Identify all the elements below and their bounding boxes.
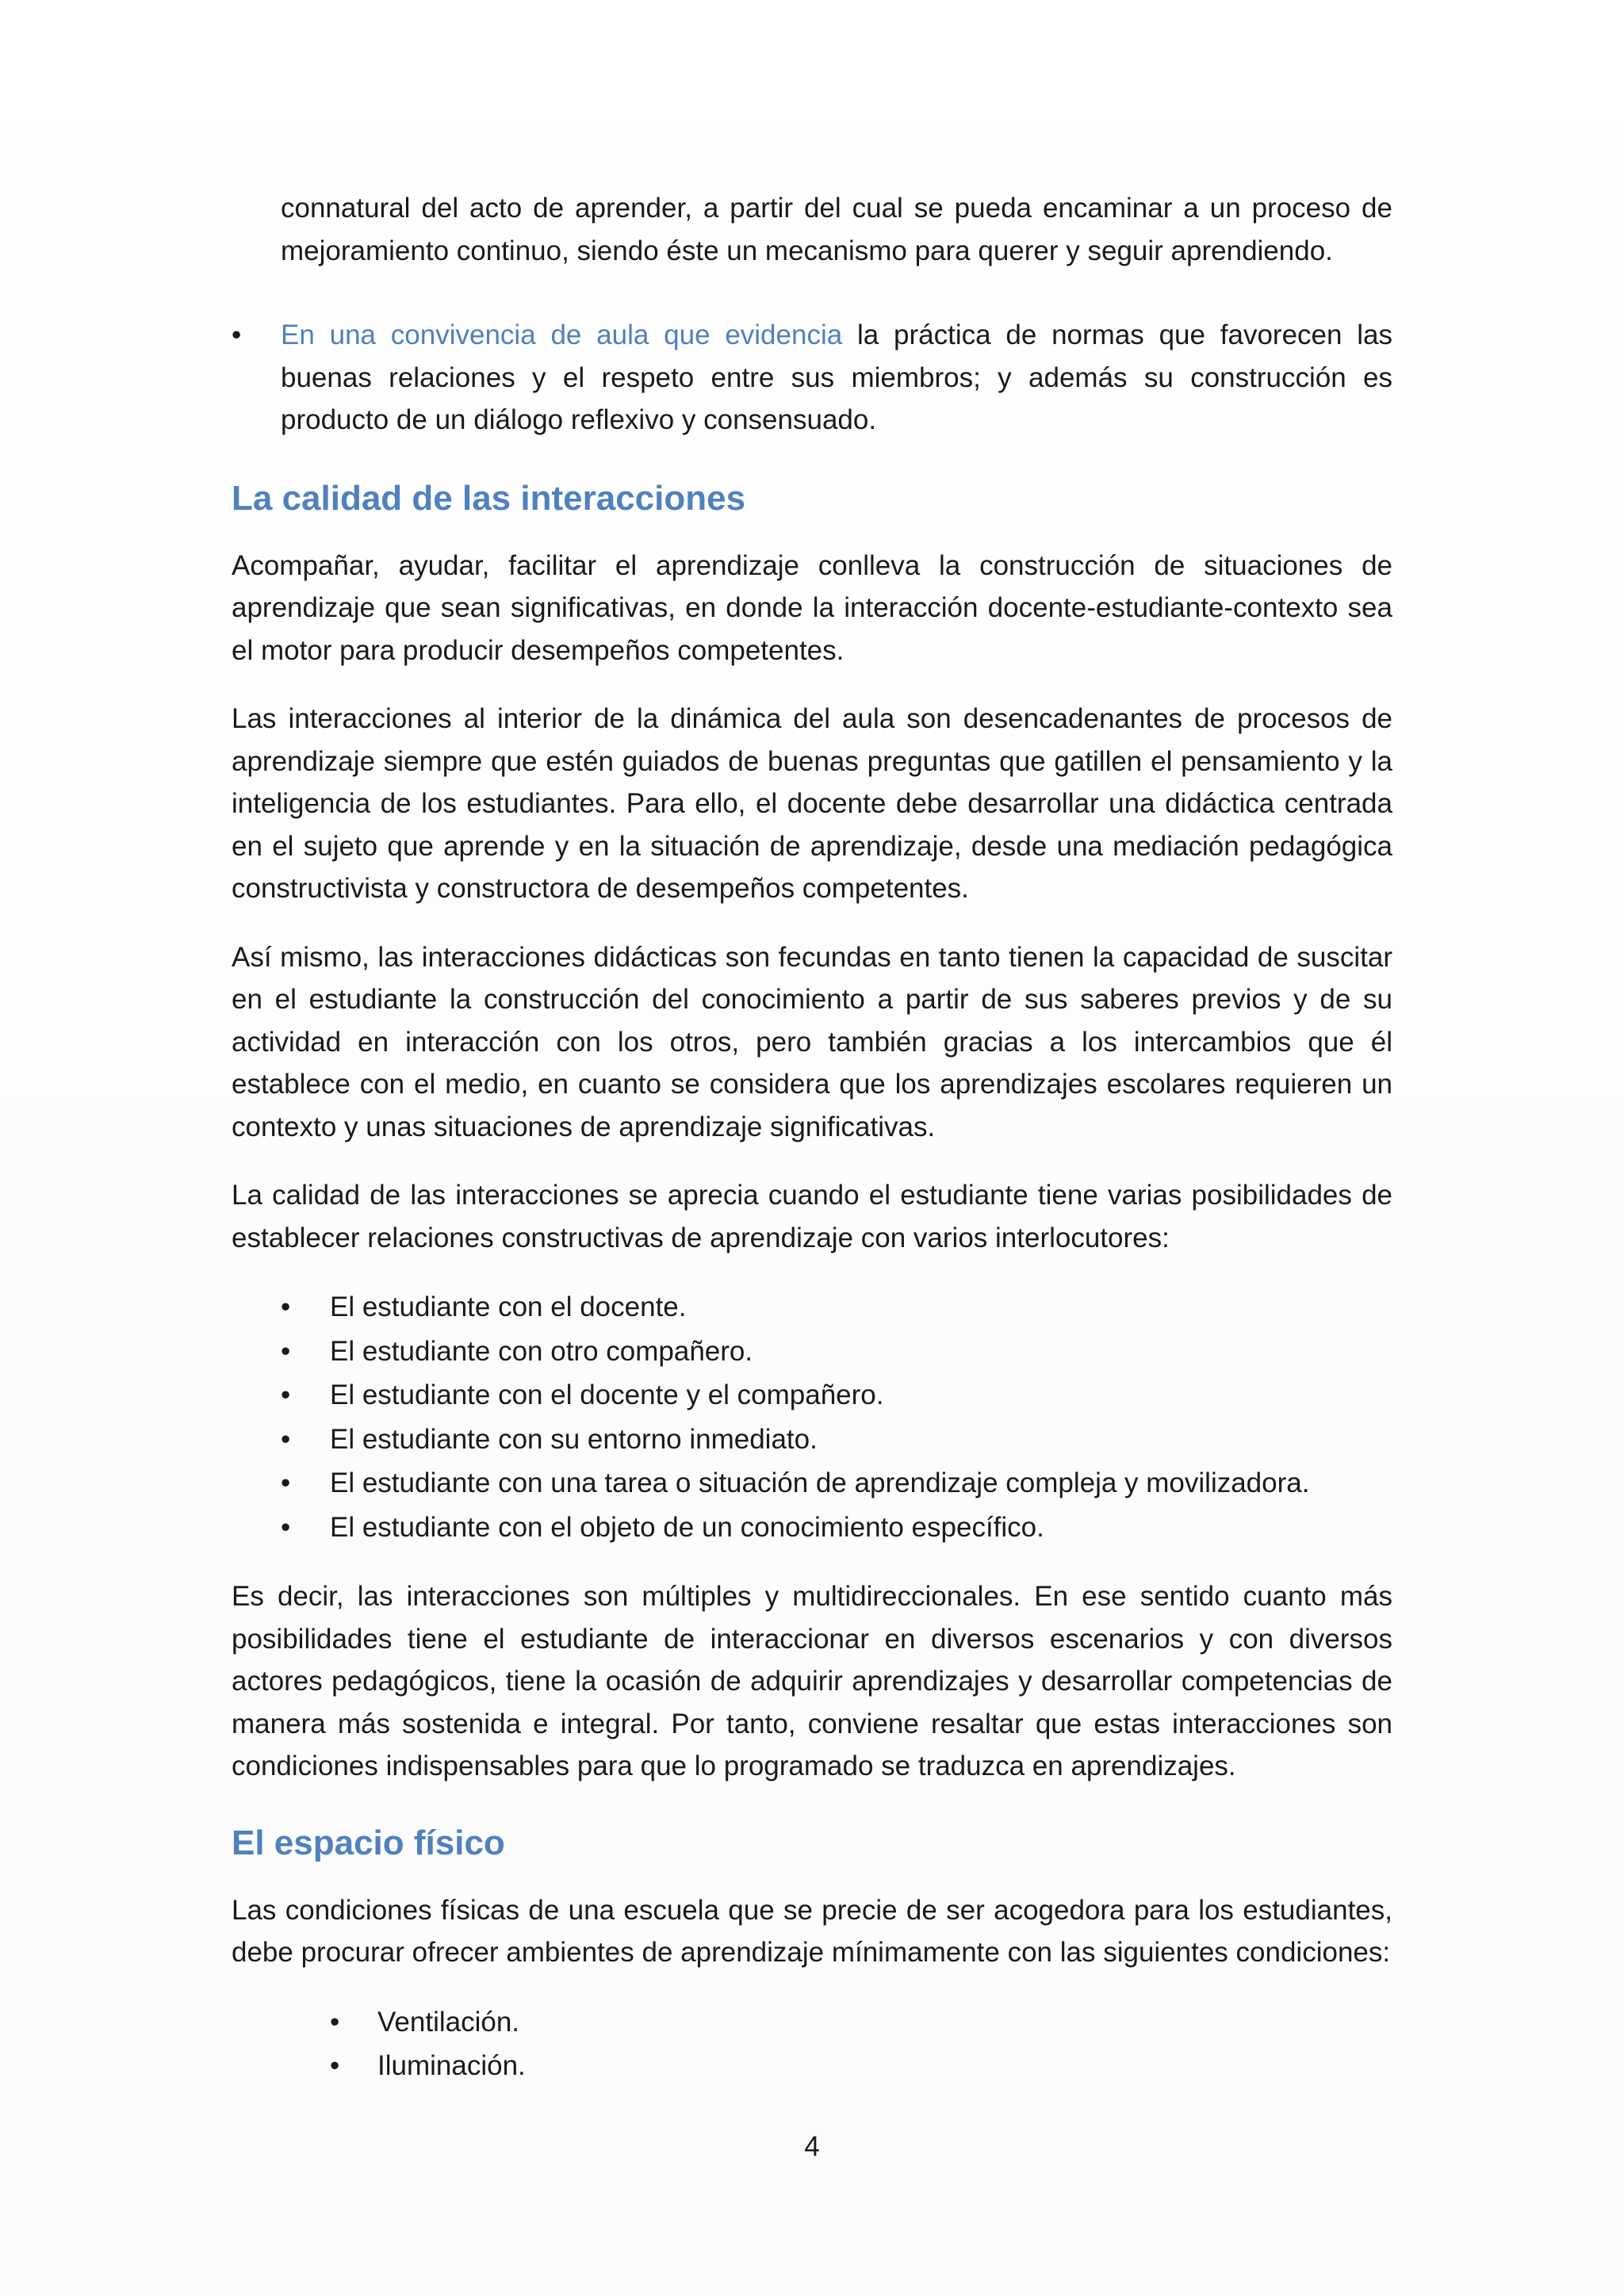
paragraph-es-decir: Es decir, las interacciones son múltiples y multidireccionales. En ese sentido cuanto más posibilidades tiene el estudiante de interaccionar en diversos escenarios y con diversos actores pedagógicos, tiene la ocasión de adquirir aprendizajes y desarrollar competencias de manera más sostenida e integral. Por tanto, conviene resaltar que estas interacciones son condiciones indispensables para que lo programado se traduzca en aprendizajes. bbox=[232, 1581, 1392, 1781]
page-content bbox=[232, 187, 1392, 2114]
paragraph-asi-mismo: Así mismo, las interacciones didácticas son fecundas en tanto tienen la capacidad de suscitar en el estudiante la construcción del conocimiento a partir de sus saberes previos y de su actividad en interacción con los otros, pero también gracias a los intercambios que él establece con el medio, en cuanto se considera que los aprendizajes escolares requieren un contexto y unas situaciones de aprendizaje significativas. bbox=[232, 941, 1392, 1142]
interlocutores-list bbox=[232, 1285, 1392, 1549]
heading-espacio-fisico: El espacio físico bbox=[232, 1823, 505, 1862]
bullet-dot: • bbox=[281, 1423, 291, 1455]
bullet-dot: • bbox=[232, 320, 242, 350]
list-item: • El estudiante con el docente y el compañero. bbox=[232, 1373, 1392, 1418]
bullet-dot: • bbox=[281, 1335, 291, 1367]
list-item: • El estudiante con una tarea o situación de aprendizaje compleja y movilizadora. bbox=[232, 1461, 1392, 1506]
bullet-dot: • bbox=[330, 2050, 340, 2081]
convivencia-link[interactable]: En una convivencia de aula que evidencia bbox=[281, 320, 843, 350]
list-item: • Ventilación. bbox=[232, 2000, 1392, 2045]
bullet-dot: • bbox=[281, 1380, 291, 1410]
paragraph-dinamica: Las interacciones al interior de la dinámica del aula son desencadenantes de procesos de aprendizaje siempre que estén guiados de buenas preguntas que gatillen el pensamiento y la inteligencia de los estudiantes. Para ello, el docente debe desarrollar una didáctica centrada en el sujeto que aprende y en la situación de aprendizaje, desde una mediación pedagógica constructivista y constructora de desempeños competentes. bbox=[232, 703, 1392, 904]
bullet-convivencia bbox=[232, 314, 1392, 442]
convivencia-rest: la práctica de normas que favorecen las buenas relaciones y el respeto entre sus miembros; y además su construcción es producto de un diálogo reflexivo y consensuado. bbox=[281, 320, 1392, 435]
paragraph-calidad: La calidad de las interacciones se aprecia cuando el estudiante tiene varias posibilidades de establecer relaciones constructivas de aprendizaje con varios interlocutores: bbox=[232, 1180, 1392, 1253]
bullet-dot: • bbox=[281, 1468, 291, 1498]
paragraph-acompanar: Acompañar, ayudar, facilitar el aprendizaje conlleva la construcción de situaciones de aprendizaje que sean significativas, en donde la interacción docente-estudiante-contexto sea el motor para producir desempeños competentes. bbox=[232, 549, 1392, 666]
bullet-dot: • bbox=[281, 1511, 291, 1543]
bullet-dot: • bbox=[330, 2006, 340, 2038]
page-number: 4 bbox=[804, 2131, 820, 2162]
list-item: • El estudiante con otro compañero. bbox=[232, 1330, 1392, 1374]
bullet-dot: • bbox=[281, 1292, 291, 1322]
heading-interacciones: La calidad de las interacciones bbox=[232, 478, 746, 518]
paragraph-condiciones: Las condiciones físicas de una escuela que se precie de ser acogedora para los estudiantes, debe procurar ofrecer ambientes de aprendizaje mínimamente con las siguientes condiciones: bbox=[232, 1894, 1392, 1968]
list-item: • El estudiante con su entorno inmediato. bbox=[232, 1418, 1392, 1462]
continued-paragraph: connatural del acto de aprender, a partir del cual se pueda encaminar a un proceso de mejoramiento continuo, siendo éste un mecanismo para querer y seguir aprendiendo. bbox=[281, 193, 1392, 266]
list-item: • Iluminación. bbox=[232, 2044, 1392, 2088]
list-item: • El estudiante con el objeto de un conocimiento específico. bbox=[232, 1506, 1392, 1550]
condiciones-list bbox=[232, 2000, 1392, 2088]
list-item: • El estudiante con el docente. bbox=[232, 1285, 1392, 1330]
bullet-convivencia-text bbox=[281, 314, 1392, 442]
